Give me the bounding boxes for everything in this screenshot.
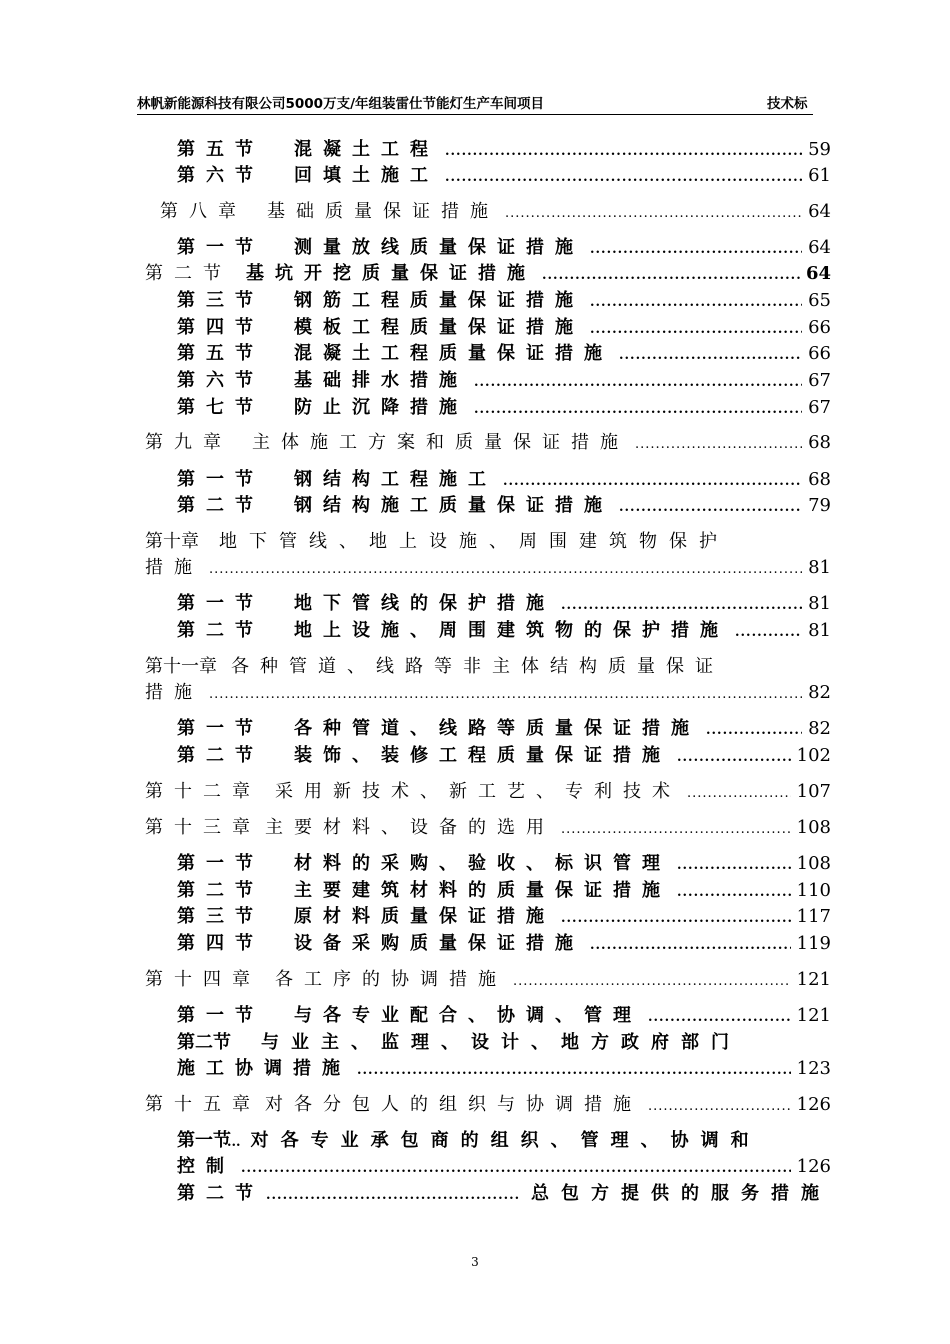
toc-entry-title: 基坑开挖质量保证措施 bbox=[246, 263, 536, 284]
toc-entry-label: 第七节 bbox=[177, 397, 264, 418]
toc-entry[interactable] bbox=[145, 777, 831, 801]
toc-leader-dots bbox=[513, 974, 791, 989]
toc-entry[interactable] bbox=[177, 366, 831, 390]
toc-entry[interactable] bbox=[145, 965, 831, 989]
toc-entry-page: 126 bbox=[796, 1094, 831, 1115]
toc-entry-heading[interactable] bbox=[177, 1126, 761, 1152]
toc-leader-dots: ... bbox=[227, 1135, 241, 1150]
toc-entry-label: 第一节 bbox=[177, 469, 264, 490]
toc-entry[interactable] bbox=[145, 813, 831, 837]
toc-entry[interactable] bbox=[177, 714, 831, 738]
running-header-title: 林帆新能源科技有限公司5000万支/年组装雷仕节能灯生产车间项目 bbox=[137, 96, 545, 112]
running-header-label: 技术标 bbox=[767, 96, 808, 112]
toc-entry-page: 110 bbox=[796, 880, 831, 901]
toc-entry-label: 第十四章 bbox=[145, 969, 261, 990]
toc-entry-page: 81 bbox=[808, 620, 831, 641]
toc-leader-dots bbox=[357, 1063, 791, 1078]
toc-entry-title: 钢结构施工质量保证措施 bbox=[294, 495, 613, 516]
toc-entry-label: 第一节 bbox=[177, 237, 264, 258]
toc-entry-page: 68 bbox=[808, 469, 831, 490]
toc-entry-title: 防止沉降措施 bbox=[294, 397, 468, 418]
toc-leader-dots bbox=[474, 375, 802, 390]
toc-leader-dots bbox=[677, 750, 791, 765]
toc-entry-label: 第一节 bbox=[177, 718, 264, 739]
toc-entry-page: 66 bbox=[808, 343, 831, 364]
toc-entry-label: 第十章 bbox=[145, 531, 199, 552]
toc-entry-page: 81 bbox=[808, 557, 831, 578]
page-number: 3 bbox=[471, 1255, 479, 1269]
toc-entry[interactable] bbox=[177, 135, 831, 159]
toc-entry[interactable] bbox=[177, 491, 831, 515]
toc-leader-dots bbox=[590, 322, 802, 337]
toc-leader-dots bbox=[266, 1188, 521, 1203]
toc-entry-label: 第十五章 bbox=[145, 1094, 261, 1115]
toc-entry[interactable] bbox=[177, 339, 831, 363]
toc-entry-continuation[interactable] bbox=[177, 1152, 831, 1176]
toc-entry-page: 61 bbox=[808, 165, 831, 186]
toc-entry-page: 121 bbox=[796, 969, 831, 990]
toc-entry-page: 82 bbox=[808, 718, 831, 739]
toc-entry-page: 117 bbox=[796, 906, 831, 927]
toc-entry-label: 第一节 bbox=[177, 593, 264, 614]
toc-entry-label: 第二节 bbox=[145, 263, 232, 284]
toc-entry-title: 钢结构工程施工 bbox=[294, 469, 497, 490]
toc-entry-title: 主要材料、设备的选用 bbox=[265, 817, 555, 838]
toc-entry-title: 回填土施工 bbox=[294, 165, 439, 186]
toc-entry-page: 68 bbox=[808, 432, 831, 453]
toc-entry-page: 126 bbox=[796, 1156, 831, 1177]
toc-entry-label: 第三节 bbox=[177, 290, 264, 311]
toc-leader-dots bbox=[635, 437, 802, 452]
toc-entry-page: 108 bbox=[796, 817, 831, 838]
toc-entry-title: 混凝土工程质量保证措施 bbox=[294, 343, 613, 364]
toc-entry-page: 67 bbox=[808, 397, 831, 418]
toc-entry[interactable] bbox=[145, 259, 831, 283]
toc-entry-title: 材料的采购、验收、标识管理 bbox=[294, 853, 671, 874]
toc-entry[interactable] bbox=[177, 161, 831, 185]
toc-leader-dots bbox=[590, 242, 802, 257]
toc-leader-dots bbox=[561, 598, 802, 613]
toc-entry-heading[interactable] bbox=[145, 527, 729, 553]
toc-leader-dots bbox=[561, 822, 791, 837]
toc-entry[interactable] bbox=[177, 286, 831, 310]
toc-entry[interactable] bbox=[177, 465, 831, 489]
toc-entry-heading[interactable] bbox=[177, 1028, 741, 1054]
toc-entry-title: 各种管道、线路等非主体结构质量保证 bbox=[231, 656, 724, 677]
toc-entry-label: 第六节 bbox=[177, 370, 264, 391]
toc-entry-page: 64 bbox=[805, 263, 831, 284]
toc-leader-dots bbox=[619, 500, 802, 515]
toc-entry[interactable] bbox=[145, 1090, 831, 1114]
toc-entry-title: 各工序的协调措施 bbox=[275, 969, 507, 990]
toc-entry-title: 设备采购质量保证措施 bbox=[294, 933, 584, 954]
toc-entry-continuation[interactable] bbox=[145, 553, 831, 577]
toc-entry[interactable] bbox=[177, 876, 831, 900]
toc-leader-dots bbox=[687, 786, 791, 801]
toc-entry-title: 原材料质量保证措施 bbox=[294, 906, 555, 927]
toc-entry-title: 采用新技术、新工艺、专利技术 bbox=[275, 781, 681, 802]
toc-entry-heading[interactable] bbox=[145, 652, 724, 678]
toc-entry-title: 各种管道、线路等质量保证措施 bbox=[294, 718, 700, 739]
toc-entry-label: 第二节 bbox=[177, 745, 264, 766]
toc-entry-label: 第一节 bbox=[177, 1005, 264, 1026]
toc-entry-title: 地下管线、地上设施、周围建筑物保护 bbox=[219, 531, 729, 552]
toc-leader-dots bbox=[735, 625, 802, 640]
toc-entry-page: 66 bbox=[808, 317, 831, 338]
toc-entry-label: 第五节 bbox=[177, 139, 264, 160]
toc-leader-dots bbox=[619, 348, 802, 363]
toc-entry-title: 主要建筑材料的质量保证措施 bbox=[294, 880, 671, 901]
toc-entry[interactable] bbox=[177, 313, 831, 337]
toc-entry[interactable] bbox=[177, 849, 831, 873]
toc-leader-dots bbox=[590, 938, 791, 953]
toc-entry-title-cont: 施工协调措施 bbox=[177, 1058, 351, 1079]
toc-entry[interactable] bbox=[177, 1001, 831, 1025]
toc-entry-continuation[interactable] bbox=[177, 1054, 831, 1078]
toc-entry-page: 65 bbox=[808, 290, 831, 311]
toc-leader-dots bbox=[648, 1010, 791, 1025]
toc-entry-title-cont: 措施 bbox=[145, 682, 203, 703]
toc-entry-page: 64 bbox=[808, 201, 831, 222]
toc-entry[interactable] bbox=[177, 233, 831, 257]
toc-entry-label: 第二节 bbox=[177, 880, 264, 901]
toc-entry-page: 79 bbox=[808, 495, 831, 516]
toc-entry-label: 第三节 bbox=[177, 906, 264, 927]
toc-entry-label: 第九章 bbox=[145, 432, 232, 453]
toc-entry-page: 81 bbox=[808, 593, 831, 614]
toc-entry-title: 基础排水措施 bbox=[294, 370, 468, 391]
toc-entry-title: 装饰、装修工程质量保证措施 bbox=[294, 745, 671, 766]
toc-entry-label: 第四节 bbox=[177, 933, 264, 954]
toc-entry-label: 第十三章 bbox=[145, 817, 261, 838]
toc-leader-dots bbox=[209, 687, 802, 702]
toc-entry-title-cont: 控制 bbox=[177, 1156, 235, 1177]
toc-leader-dots bbox=[706, 723, 802, 738]
toc-entry-label: 第一节 bbox=[177, 1130, 231, 1151]
toc-entry[interactable] bbox=[177, 589, 831, 613]
toc-leader-dots bbox=[503, 474, 802, 489]
toc-entry[interactable] bbox=[177, 741, 831, 765]
toc-leader-dots bbox=[542, 268, 800, 283]
toc-entry-title: 测量放线质量保证措施 bbox=[294, 237, 584, 258]
toc-entry-title: 对各分包人的组织与协调措施 bbox=[265, 1094, 642, 1115]
toc-leader-dots bbox=[677, 858, 791, 873]
toc-entry-page: 123 bbox=[796, 1058, 831, 1079]
toc-entry[interactable] bbox=[177, 393, 831, 417]
toc-entry-title: 混凝土工程 bbox=[294, 139, 439, 160]
toc-entry[interactable] bbox=[145, 428, 831, 452]
toc-entry[interactable] bbox=[160, 197, 831, 221]
toc-entry-title: 对各专业承包商的组织、管理、协调和 bbox=[250, 1130, 761, 1151]
toc-entry-title: 基础质量保证措施 bbox=[267, 201, 499, 222]
toc-entry-page: 102 bbox=[796, 745, 831, 766]
toc-entry-label: 第二节 bbox=[177, 1183, 264, 1204]
toc-entry-title: 与各专业配合、协调、管理 bbox=[294, 1005, 642, 1026]
toc-entry[interactable] bbox=[177, 1179, 831, 1203]
toc-entry-page: 107 bbox=[796, 781, 831, 802]
toc-entry-continuation[interactable] bbox=[145, 678, 831, 702]
toc-entry-title: 主体施工方案和质量保证措施 bbox=[252, 432, 629, 453]
toc-leader-dots bbox=[241, 1161, 791, 1176]
toc-leader-dots bbox=[445, 144, 802, 159]
toc-entry-page: 59 bbox=[808, 139, 831, 160]
toc-leader-dots bbox=[474, 402, 802, 417]
toc-leader-dots bbox=[561, 911, 791, 926]
toc-entry-label: 第二节 bbox=[177, 1032, 231, 1053]
toc-entry-page: 108 bbox=[796, 853, 831, 874]
header-rule bbox=[137, 114, 813, 115]
toc-entry-title: 钢筋工程质量保证措施 bbox=[294, 290, 584, 311]
toc-entry-label: 第六节 bbox=[177, 165, 264, 186]
toc-entry-page: 119 bbox=[796, 933, 831, 954]
toc-leader-dots bbox=[590, 295, 802, 310]
toc-entry[interactable] bbox=[177, 929, 831, 953]
toc-entry-title: 与业主、监理、设计、地方政府部门 bbox=[261, 1032, 741, 1053]
toc-entry-page: 121 bbox=[796, 1005, 831, 1026]
toc-entry-title: 地上设施、周围建筑物的保护措施 bbox=[294, 620, 729, 641]
toc-entry-label: 第二节 bbox=[177, 620, 264, 641]
toc-entry-label: 第二节 bbox=[177, 495, 264, 516]
toc-leader-dots bbox=[677, 885, 791, 900]
toc-entry-label: 第八章 bbox=[160, 201, 247, 222]
toc-entry-label: 第一节 bbox=[177, 853, 264, 874]
toc-entry-page: 67 bbox=[808, 370, 831, 391]
toc-entry[interactable] bbox=[177, 902, 831, 926]
toc-entry[interactable] bbox=[177, 616, 831, 640]
toc-entry-title: 总包方提供的服务措施 bbox=[531, 1183, 831, 1204]
toc-entry-page: 82 bbox=[808, 682, 831, 703]
toc-entry-title: 地下管线的保护措施 bbox=[294, 593, 555, 614]
toc-entry-label: 第十二章 bbox=[145, 781, 261, 802]
toc-entry-label: 第十一章 bbox=[145, 656, 217, 677]
toc-entry-label: 第四节 bbox=[177, 317, 264, 338]
toc-entry-page: 64 bbox=[808, 237, 831, 258]
toc-leader-dots bbox=[505, 206, 802, 221]
toc-leader-dots bbox=[445, 170, 802, 185]
toc-leader-dots bbox=[209, 562, 802, 577]
toc-entry-title-cont: 措施 bbox=[145, 557, 203, 578]
toc-entry-label: 第五节 bbox=[177, 343, 264, 364]
toc-leader-dots bbox=[648, 1099, 791, 1114]
toc-entry-title: 模板工程质量保证措施 bbox=[294, 317, 584, 338]
